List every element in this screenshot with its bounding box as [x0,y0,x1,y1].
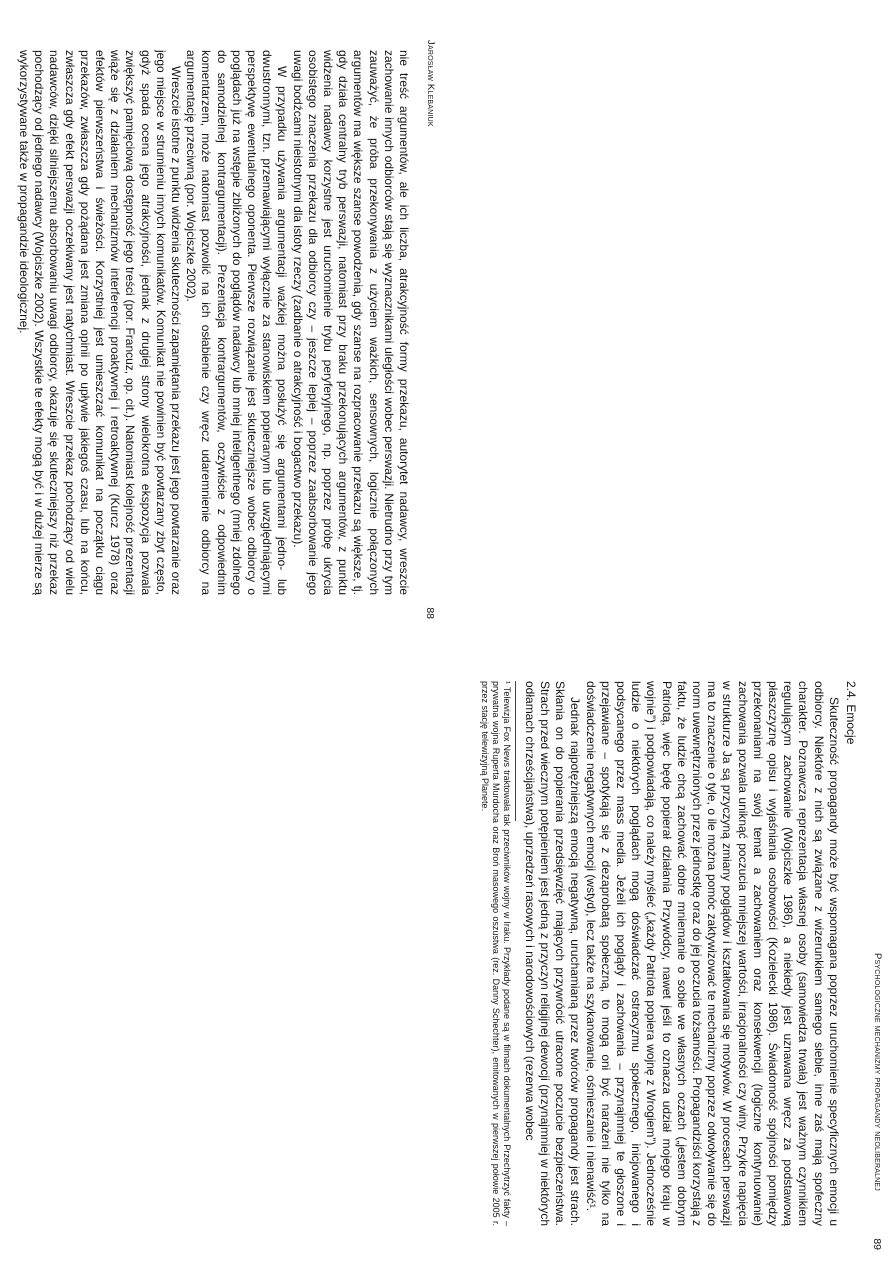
page-number-left: 88 [424,607,436,619]
footnote: ¹ Telewizja Fox News traktowała tak przeciwników wojny w Iraku. Przykłady podane są w filmach dokumentalnych Przechytrzyć fakty – prywatna wojna Ruperta Murdocha oraz Broń masowego oszustwa (rez. Danny Schechter), emitowanych w pierwszej połowie 2005 r. przez stację telewizyjną Planete. [479,681,512,1226]
running-head-right: Psychologiczne mechanizmy propagandy neoliberalnej [872,952,883,1191]
page-number-right: 89 [871,1238,883,1250]
footnote-rule [515,681,516,821]
paragraph: Jednak najpotężniejszą emocją negatywną, uruchamianą przez twórców propagandy jest strach. Skłania on do popierania przedsięwzięć mających przywrócić utracone poczucie bezpieczeństwa. Strach przed wiecznym potępieniem jest jedną z przyczyn religijnej dewocji (przynajmniej w niektórych odłamach chrześcijaństwa), uprzedzeń rasowych i narodowościowych (rezerwa wobec [522,681,583,1226]
section-title: 2.4. Emocje [844,681,858,745]
left-page [0,0,446,631]
paragraph: Wreszcie istotne z punktu widzenia skuteczności zapamiętania przekazu jest jego powtarzanie oraz jego miejsce w strumieniu innych komunikatów. Komunikat nie powinien być powtarzany zbyt często, gdyż spada ocena jego atrakcyjności, jednak z drugiej strony wielokrotna ekspozycja pozwala zwiększyć pamięciową dostępność jego treści (por. Francuz, op. cit.). Natomiast kolejność prezentacji wiąże się z działaniem mechanizmów interferencji proaktywnej i retroaktywnej (Kurcz 1978) oraz efektów pierwszeństwa i świeżości. Korzystniej jest umieszczać komunikat na początku ciągu przekazów, zwłaszcza gdy pożądana jest zmiana opinii po upływie jakiegoś czasu, lub na końcu, zwłaszcza gdy efekt perswazji oczekiwany jest natychmiast. Wreszcie przekaz pochodzący od wielu nadawców, dzięki silniejszemu absorbowaniu uwagi odbiorcy, okazuje się skuteczniejszy niż przekaz pochodzący od jednego nadawcy (Wojciszke 2002). Wszystkie te efekty mogą być i w dużej mierze są wykorzystywane także w propagandzie ideologicznej. [16,50,183,595]
paragraph: nie treść argumentów, ale ich liczba, atrakcyjność formy przekazu, autorytet nadawcy, wreszcie zachowanie innych odbiorców stają się wyznacznikami uległości wobec perswazji. Nietrudno przy tym zauważyć, że próba przekonywania z użyciem ważkich, sensownych, logicznie połączonych argumentów ma większe szanse powodzenia, gdy szanse na rozpracowanie przekazu są większe, tj. gdy działa centralny tryb perswazji, natomiast przy braku przekonujących argumentów, z punktu widzenia nadawcy korzystne jest uruchomienie trybu peryferyjnego, np. poprzez próbę ukrycia osobistego znaczenia przekazu dla odbiorcy czy – jeszcze lepiej – poprzez zaabsorbowanie jego uwagi bodźcami nieistotnymi dla istoty rzeczy (zadbanie o atrakcyjność i bogactwo przekazu). [290,50,411,595]
left-text-block [16,50,411,595]
right-page [447,631,893,1262]
paragraph: Skuteczność propagandy może być wspomagana poprzez uruchomienie specyficznych emocji u odbiorcy. Niektóre z nich są związane z wizerunkiem samego siebie, inne zaś mają spofeczny charakter. Poznawcza reprezentacja własnej osoby (samowiedza trwała) jest ważnym czynnikiem regulującym zachowanie (Wojciszke 1986), a niekiedy jest uznawana wręcz za podstawową płaszczyznę opisu i wyjaśniania osobowości (Kozielecki 1986). Świadomość spójności pomiędzy przekonaniami na swój temat a zachowaniem oraz konsekwencji (logiczne kontynuowanie) zachowania pozwala uniknąć poczucia mniejszej wartości, irracjonalności czy winy. Przykre napięcia w strukturze Ja są przyczyną zmiany poglądów i kształtowania się motywów. W procesach perswazji ma to znaczenie o tyle, o ile można pomóc zaktywizować te mechanizmy poprzez odwoływanie się do norm uwewnętrznionych przez jednostkę oraz do jej poczucia tożsamości. Propagandziści korzystają z faktu, że ludzie chcą zachować dobre mniemanie o sobie we własnych oczach („jestem dobrym Patriotą, więc będę popierał działania Przywódcy, nawet jeśli to oznacza udział mojego kraju w wojnie”) i podpowiadają, co należy myśleć („każdy Patriota popiera wojnę z Wrogiem”). Jednocześnie ludzie o niektórych poglądach mogą doświadczać ostracyzmu społecznego, inicjowanego i podsycanego przez mass media. Jeżeli ich poglądy i zachowania – przynajmniej te głoszone i przejawiane – spotykają się z dezaprobatą społeczną, to mogą oni być narażeni nie tylko na doświadczenie negatywnych emocji (wstyd), lecz także na szykanowanie, ośmieszanie i nienawiść¹. [583,681,841,1226]
running-head-left: Jarosław Klebaniuk [425,40,436,127]
right-text-block [479,681,858,1226]
paragraph: W przypadku używania argumentacji ważkiej można posłużyć się argumentami jedno- lub dwustronnymi, tzn. przemawiającymi wyłącznie za stanowiskiem popieranym lub uwzględniającymi perspektywę ewentualnego oponenta. Pierwsze rozwiązanie jest skuteczniejsze wobec odbiorcy o poglądach już na wstępie zbliżonych do poglądów nadawcy lub mniej inteligentnego (mniej zdolnego do samodzielnej kontrargumentacji). Prezentacja kontrargumentów, oczywiście z odpowiednim komentarzem, może natomiast pozwolić na ich osłabienie czy wręcz udaremnienie odbiorcy na argumentację przeciwną (por. Wojciszke 2002). [184,50,290,595]
